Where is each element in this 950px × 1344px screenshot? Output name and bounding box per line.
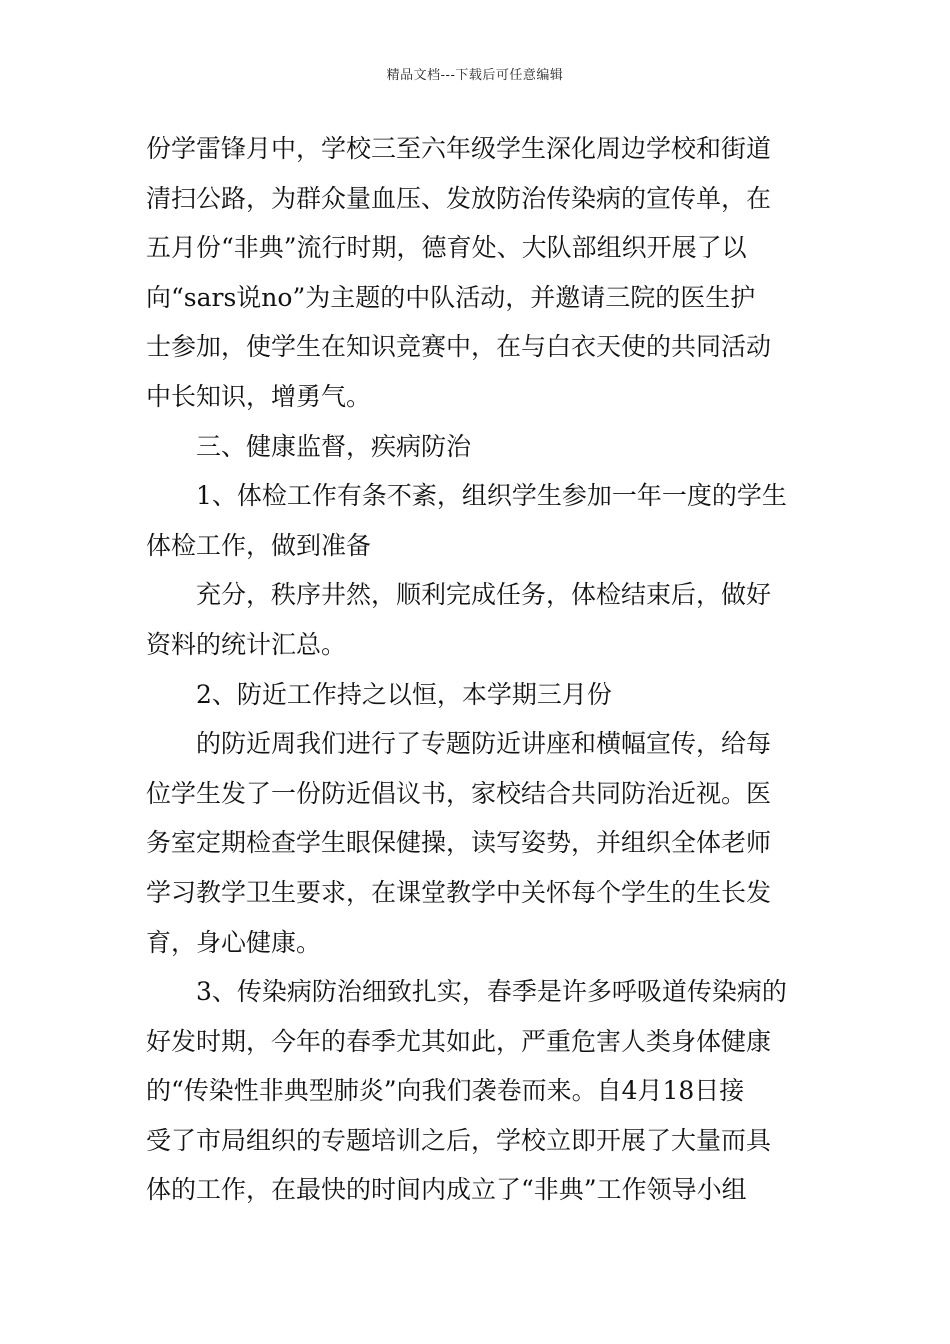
text-line: 充分，秩序井然，顺利完成任务，体检结束后，做好 [196, 580, 772, 610]
text-line: 中长知识，增勇气。 [146, 381, 372, 411]
text-line: 清扫公路，为群众量血压、发放防治传染病的宣传单，在 [146, 183, 772, 213]
text-line: 向“sars说no”为主题的中队活动，并邀请三院的医生护 [146, 282, 756, 312]
text-line: 2、防近工作持之以恒，本学期三月份 [196, 679, 612, 709]
text-line: 三、健康监督，疾病防治 [196, 431, 472, 461]
text-line: 份学雷锋月中，学校三至六年级学生深化周边学校和街道 [146, 134, 772, 163]
text-line: 3、传染病防治细致扎实，春季是许多呼吸道传染病的 [196, 977, 787, 1007]
text-line: 位学生发了一份防近倡议书，家校结合共同防治近视。医 [146, 778, 772, 808]
text-line: 的防近周我们进行了专题防近讲座和横幅宣传，给每 [196, 729, 772, 759]
text-line: 的“传染性非典型肺炎”向我们袭卷而来。自4月18日接 [146, 1076, 745, 1106]
text-line: 体的工作，在最快的时间内成立了“非典”工作领导小组 [146, 1175, 747, 1205]
text-line: 务室定期检查学生眼保健操，读写姿势，并组织全体老师 [146, 828, 772, 858]
text-line: 学习教学卫生要求，在课堂教学中关怀每个学生的生长发 [146, 877, 772, 907]
page-header: 精品文档---下载后可任意编辑 [386, 68, 564, 83]
text-line: 受了市局组织的专题培训之后，学校立即开展了大量而具 [146, 1125, 772, 1155]
text-line: 士参加，使学生在知识竞赛中，在与白衣天使的共同活动 [146, 332, 772, 362]
text-line: 好发时期，今年的春季尤其如此，严重危害人类身体健康 [146, 1026, 772, 1056]
text-line: 1、体检工作有条不紊，组织学生参加一年一度的学生 [196, 481, 787, 511]
document-body [146, 124, 808, 1215]
text-line: 资料的统计汇总。 [146, 629, 347, 659]
text-line: 育，身心健康。 [146, 927, 322, 957]
text-line: 体检工作，做到准备 [146, 530, 372, 560]
text-line: 五月份“非典”流行时期，德育处、大队部组织开展了以 [146, 233, 747, 263]
